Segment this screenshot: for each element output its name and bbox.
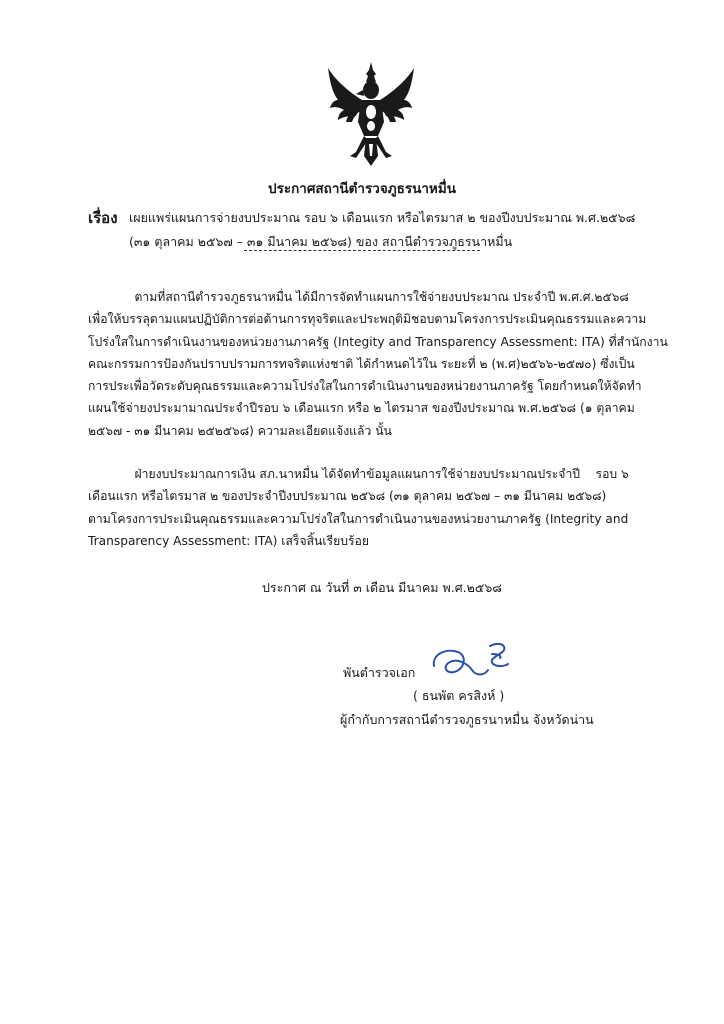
paragraph-line: การประเพื่อวัดระดับคุณธรรมและความโปร่งใสในการดำเนินงานของหน่วยงานภาครัฐ โดยกำหนดให้จัดทำ	[88, 379, 642, 394]
announcement-date: ประกาศ ณ วันที่ ๓ เดือน มีนาคม พ.ศ.๒๕๖๘	[262, 580, 502, 595]
paragraph-line: Transparency Assessment: ITA) เสร็จสิ้นเรียบร้อย	[88, 533, 369, 548]
paragraph-line: โปร่งใสในการดำเนินงานของหน่วยงานภาครัฐ (Integity and Transparency Assessment: ITA) ที่สำนักงาน	[88, 334, 668, 349]
paragraph-line: เพื่อให้บรรลุตามแผนปฏิบัติการต่อต้านการทุจริตและประพฤติมิชอบตามโครงการประเมินคุณธรรมและความ	[88, 312, 647, 327]
paragraph-line: ตามโครงการประเมินคุณธรรมและความโปร่งใสในการดำเนินงานของหน่วยงานภาครัฐ (Integrity and	[88, 511, 629, 526]
paragraph-line: ฝ่ายงบประมาณการเงิน สภ.นาหมื่น ได้จัดทำข้อมูลแผนการใช้จ่ายงบประมาณประจำปี รอบ ๖	[88, 467, 629, 481]
paragraph-line: คณะกรรมการป้องกันปราบปรามการทจริตแห่งชาติ ได้กำหนดไว้ใน ระยะที่ ๒ (พ.ศ)๒๕๖๖-๒๕๗๐) ซึ่งเป็น	[88, 356, 635, 371]
handwritten-signature	[428, 636, 518, 686]
paragraph-line: แผนใช้จ่ายงประมามาณประจำปีรอบ ๖ เดือนแรก หรือ ๒ ไตรมาส ของปีงประมาณ พ.ศ.๒๕๖๘ (๑ ตุลาคม	[88, 401, 635, 416]
paragraph-line: ตามที่สถานีตำรวจภูธรนาหมื่น ได้มีการจัดทำแผนการใช้จ่ายงบประมาณ ประจำปี พ.ศ.ศ.๒๕๖๘	[88, 290, 629, 304]
document-title: ประกาศสถานีตำรวจภูธรนาหมื่น	[268, 181, 456, 197]
signatory-position: ผู้กำกับการสถานีตำรวจภูธรนาหมื่น จังหวัดน่าน	[340, 712, 594, 727]
paragraph-line: ๒๕๖๗ - ๓๑ มีนาคม ๒๕๒๕๖๘) ความละเอียดแจ้งแล้ว นั้น	[88, 423, 392, 438]
body-paragraph-1	[88, 286, 668, 442]
garuda-emblem-icon	[326, 60, 416, 168]
subject-line-1: เผยแพร่แผนการจ่ายงบประมาณ รอบ ๖ เดือนแรก หรือไตรมาส ๒ ของปีงบประมาณ พ.ศ.๒๕๖๘	[129, 210, 636, 225]
divider-line	[244, 250, 480, 251]
signatory-rank: พันตำรวจเอก	[343, 665, 416, 680]
subject-label: เรื่อง	[88, 209, 118, 227]
body-paragraph-2	[88, 463, 629, 552]
subject-line-2: (๓๑ ตุลาคม ๒๕๖๗ – ๓๑ มีนาคม ๒๕๖๘) ของ สถานีตำรวจภูธรนาหมื่น	[129, 234, 513, 249]
paragraph-line: เดือนแรก หรือไตรมาส ๒ ของประจำปีงบประมาณ ๒๕๖๘ (๓๑ ตุลาคม ๒๕๖๗ – ๓๑ มีนาคม ๒๕๖๘)	[88, 489, 607, 504]
signatory-name: ( ธนพัต ครสิงห์ )	[413, 688, 505, 703]
